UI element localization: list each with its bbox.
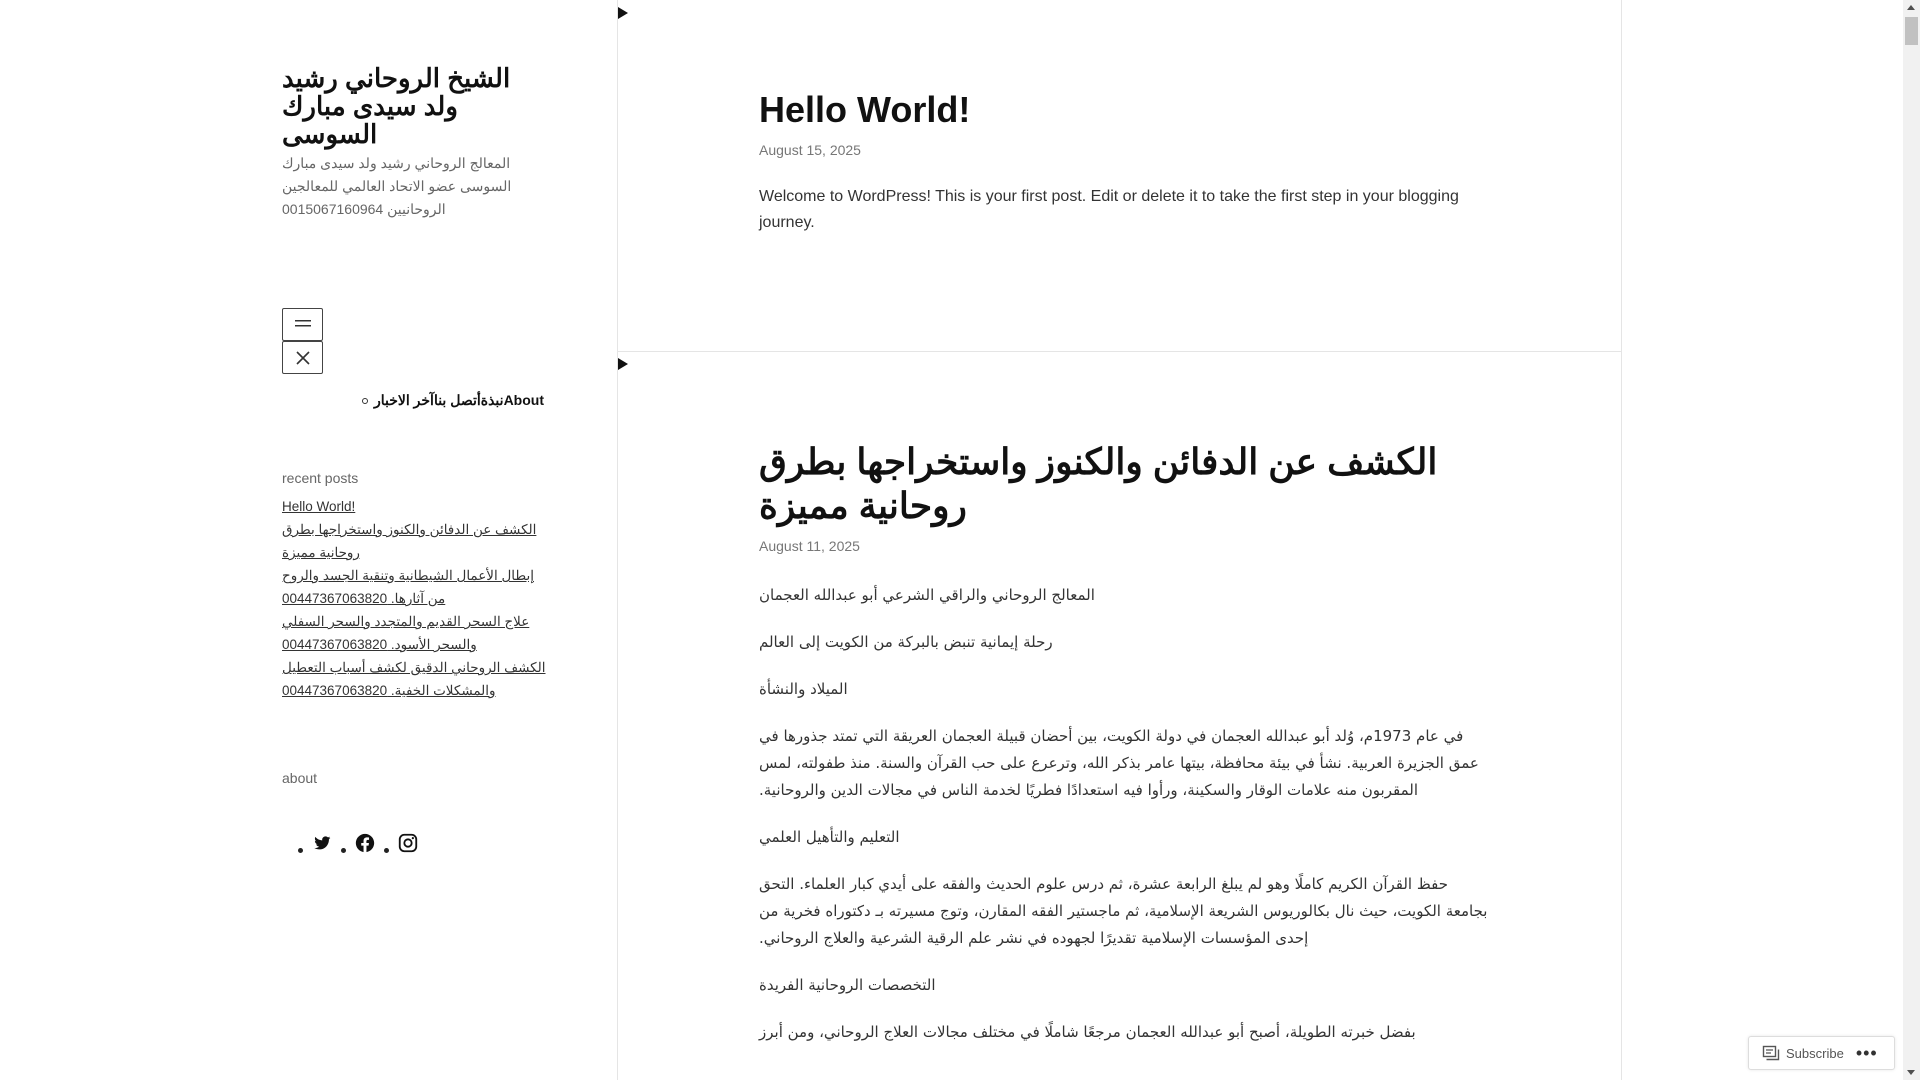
sidebar [0, 0, 617, 1080]
post-paragraph: التخصصات الروحانية الفريدة [759, 976, 936, 994]
post-hello-world [759, 88, 1489, 236]
post-body [759, 582, 1489, 1046]
main-content [617, 0, 1622, 1080]
post-title[interactable]: الكشف عن الدفائن والكنوز واستخراجها بطرق روحانية مميزة [759, 441, 1438, 526]
about-heading: about [282, 770, 318, 786]
menu-items[interactable]: نبذةأتصل بناآخر الاخبارAbout [374, 392, 544, 408]
post-paragraph: الميلاد والنشأة [759, 680, 848, 698]
subscribe-bar [1748, 1036, 1895, 1070]
post-excerpt: Welcome to WordPress! This is your first post. Edit or delete it to take the first step in your blogging journey. [759, 188, 1459, 231]
social-links [298, 832, 419, 854]
social-separator [341, 848, 346, 853]
reader-icon [1762, 1045, 1780, 1061]
post-date[interactable]: August 11, 2025 [759, 538, 860, 554]
post-paragraph: بفضل خبرته الطويلة، أصبح أبو عبدالله العجمان مرجعًا شاملًا في مختلف مجالات العلاج الروحاني، ومن أبرز [759, 1023, 1416, 1041]
social-separator [384, 848, 389, 853]
post-divider [618, 351, 1622, 352]
post-treasures [759, 440, 1489, 1046]
primary-menu [362, 392, 544, 409]
site-title[interactable]: الشيخ الروحاني رشيد ولد سيدى مبارك السوسى [282, 63, 511, 149]
post-paragraph: في عام 1973م، وُلد أبو عبدالله العجمان في دولة الكويت، بين أحضان قبيلة العجمان العريقة التي تمتد جذورها في عمق الجزيرة العربية. نشأ في بيئة محافظة، بيتها عامر بذكر الله، وترعرع على حب القرآن والسنة. منذ طفولته، لمس المقربون منه علامات الوقار والسكينة، ورأوا فيه استعدادًا فطريًا لخدمة الناس في مجالات الدين والروحانية. [759, 727, 1479, 799]
recent-post-link[interactable]: الكشف عن الدفائن والكنوز واستخراجها بطرق روحانية مميزة [282, 522, 537, 560]
close-icon [295, 350, 311, 366]
scroll-up-arrow-icon[interactable] [1907, 5, 1915, 10]
recent-posts-heading: recent posts [282, 470, 359, 486]
post-paragraph: رحلة إيمانية تنبض بالبركة من الكويت إلى العالم [759, 633, 1053, 651]
menu-close-button[interactable] [282, 341, 323, 374]
disclosure-triangle-icon [618, 7, 628, 19]
post-title[interactable]: Hello World! [759, 89, 971, 130]
menu-open-button[interactable] [282, 308, 323, 341]
vertical-scrollbar[interactable] [1903, 0, 1920, 1080]
list-bullet [362, 398, 368, 404]
scroll-down-arrow-icon[interactable] [1907, 1070, 1915, 1075]
post-paragraph: التعليم والتأهيل العلمي [759, 828, 900, 846]
recent-post-link[interactable]: Hello World! [282, 499, 356, 514]
twitter-icon[interactable] [311, 833, 333, 853]
recent-post-link[interactable]: الكشف الروحاني الدقيق لكشف أسباب التعطيل والمشكلات الخفية. 00447367063820 [282, 660, 546, 698]
disclosure-triangle-icon [618, 358, 628, 370]
social-separator [298, 848, 303, 853]
scroll-thumb[interactable] [1905, 17, 1918, 45]
hamburger-icon [294, 318, 312, 332]
post-date[interactable]: August 15, 2025 [759, 142, 861, 158]
post-paragraph: حفظ القرآن الكريم كاملًا وهو لم يبلغ الرابعة عشرة، ثم درس علوم الحديث والفقه على أيدي كبار العلماء. التحق بجامعة الكويت، حيث نال بكالوريوس الشريعة الإسلامية، ثم ماجستير الفقه المقارن، وتوج مسيرته بـ دكتوراه فخرية من إحدى المؤسسات الإسلامية تقديرًا لجهوده في نشر علم الرقية الشرعية والعلاج الروحاني. [759, 875, 1488, 947]
recent-post-link[interactable]: علاج السحر القديم والمتجدد والسحر السفلي والسحر الأسود. 00447367063820 [282, 614, 530, 652]
more-options-icon[interactable]: ••• [1855, 1043, 1878, 1063]
site-description: المعالج الروحاني رشيد ولد سيدى مبارك السوسى عضو الاتحاد العالمي للمعالجين الروحانيين 0015067160964 [282, 155, 512, 217]
recent-post-link[interactable]: إبطال الأعمال الشيطانية وتنقية الجسد والروح من آثارها. 00447367063820 [282, 568, 534, 606]
subscribe-button[interactable]: Subscribe [1786, 1045, 1844, 1061]
facebook-icon[interactable] [354, 832, 376, 854]
post-paragraph: المعالج الروحاني والراقي الشرعي أبو عبدالله العجمان [759, 586, 1095, 604]
recent-posts-list [282, 495, 552, 702]
instagram-icon[interactable] [397, 832, 419, 854]
